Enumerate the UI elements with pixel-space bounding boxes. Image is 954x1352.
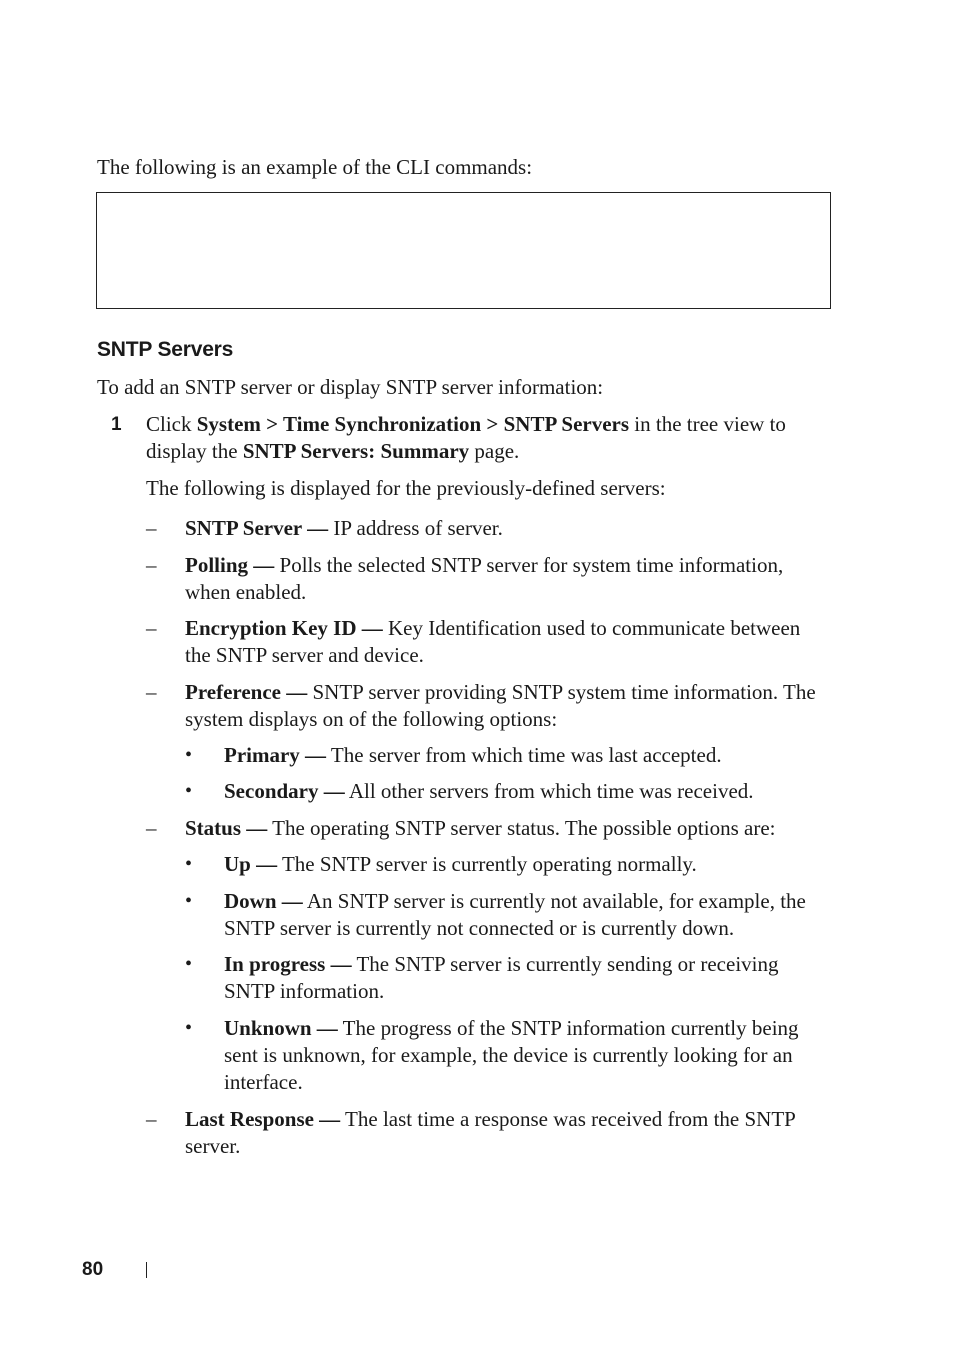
intro-text: The following is an example of the CLI commands: <box>97 155 533 179</box>
option-desc: The SNTP server is currently operating normally. <box>277 852 697 876</box>
bullet-marker: • <box>185 744 193 766</box>
dash-marker: – <box>146 1107 157 1131</box>
field-status <box>185 815 830 842</box>
option-unknown <box>224 1015 824 1096</box>
dash-marker: – <box>146 616 157 640</box>
bullet-marker: • <box>185 890 193 912</box>
field-desc: Polls the selected SNTP server for system time information, when enabled. <box>185 553 784 604</box>
field-desc: The operating SNTP server status. The possible options are: <box>267 816 776 840</box>
bullet-marker: • <box>185 780 193 802</box>
dash-marker: – <box>146 553 157 577</box>
field-polling <box>185 552 830 606</box>
field-desc: Key Identification used to communicate between the SNTP server and device. <box>185 616 801 667</box>
option-in-progress <box>224 951 824 1005</box>
footer-divider <box>146 1262 147 1278</box>
bullet-marker: • <box>185 853 193 875</box>
option-desc: An SNTP server is currently not available, for example, the SNTP server is currently not connected or is currently down. <box>224 889 806 940</box>
option-desc: The SNTP server is currently sending or receiving SNTP information. <box>224 952 779 1003</box>
option-term: Secondary — <box>224 779 345 803</box>
step-end: page. <box>469 439 520 463</box>
field-sntp-server <box>185 515 830 542</box>
page-number: 80 <box>82 1259 104 1280</box>
option-primary <box>224 742 824 769</box>
option-term: Up — <box>224 852 278 876</box>
option-term: Unknown — <box>224 1016 338 1040</box>
step-number: 1 <box>111 414 122 435</box>
dash-marker: – <box>146 680 157 704</box>
field-encryption-key-id <box>185 615 830 669</box>
option-desc: The progress of the SNTP information currently being sent is unknown, for example, the device is currently looking for an interface. <box>224 1016 799 1094</box>
field-last-response <box>185 1106 830 1160</box>
field-term: Encryption Key ID — <box>185 616 383 640</box>
page-name: SNTP Servers: Summary <box>242 439 470 463</box>
nav-path: System > Time Synchronization > SNTP Servers <box>196 412 630 436</box>
cli-example-box <box>96 192 831 309</box>
field-term: Status — <box>185 816 268 840</box>
field-desc: The last time a response was received from the SNTP server. <box>185 1107 796 1158</box>
section-heading: SNTP Servers <box>97 338 234 361</box>
option-desc: The server from which time was last accepted. <box>326 743 722 767</box>
dash-marker: – <box>146 516 157 540</box>
option-desc: All other servers from which time was received. <box>344 779 754 803</box>
step-subtext: The following is displayed for the previously-defined servers: <box>146 476 666 500</box>
bullet-marker: • <box>185 953 193 975</box>
dash-marker: – <box>146 816 157 840</box>
option-secondary <box>224 778 824 805</box>
bullet-marker: • <box>185 1017 193 1039</box>
step-text <box>146 411 836 465</box>
field-term: Polling — <box>185 553 275 577</box>
option-up <box>224 851 824 878</box>
step-mid: in the tree view to display the <box>146 412 786 463</box>
field-desc: IP address of server. <box>328 516 503 540</box>
option-term: In progress — <box>224 952 352 976</box>
option-term: Primary — <box>224 743 327 767</box>
field-preference <box>185 679 830 733</box>
option-term: Down — <box>224 889 303 913</box>
field-desc: SNTP server providing SNTP system time information. The system displays on of the following options: <box>185 680 816 731</box>
field-term: SNTP Server — <box>185 516 329 540</box>
field-term: Last Response — <box>185 1107 341 1131</box>
option-down <box>224 888 824 942</box>
step-click-word: Click <box>146 412 197 436</box>
field-term: Preference — <box>185 680 308 704</box>
lead-text: To add an SNTP server or display SNTP server information: <box>97 375 604 399</box>
